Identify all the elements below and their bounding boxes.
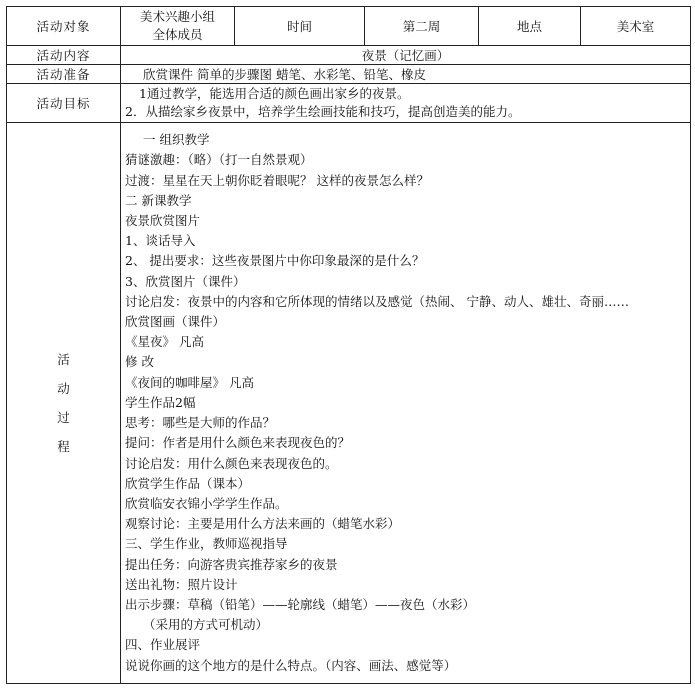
process-line: 欣赏临安衣锦小学学生作品。: [125, 495, 288, 511]
object-value-line1: 美术兴趣小组: [139, 9, 215, 24]
process-line: 一 组织教学: [143, 132, 210, 148]
process-line: 3、欣赏图片（课件）: [125, 273, 246, 289]
process-line: 2、 提出要求：这些夜景图片中你印象最深的是什么？: [125, 253, 425, 269]
process-line: 欣赏学生作品（课本）: [125, 475, 251, 491]
process-line: 思考：哪些是大师的作品？: [125, 415, 276, 431]
process-line: 出示步骤：草稿（铅笔）——轮廓线（蜡笔）——夜色（水彩）: [125, 596, 476, 612]
content-value: 夜景（记忆画）: [121, 46, 691, 65]
process-line: 《星夜》 凡高: [125, 334, 204, 350]
process-line: （采用的方式可机动）: [143, 617, 269, 633]
process-line: 送出礼物：照片设计: [125, 576, 238, 592]
process-line: 四、作业展评: [125, 637, 201, 653]
preparation-row: [7, 65, 691, 84]
process-line: 欣赏图画（课件）: [125, 314, 226, 330]
process-line: 《夜间的咖啡屋》 凡高: [125, 374, 254, 390]
goals-row: [7, 84, 691, 123]
place-label: 地点: [479, 7, 581, 46]
process-line: 讨论启发：用什么颜色来表现夜色的。: [125, 455, 338, 471]
process-line: 1、谈话导入: [125, 233, 196, 249]
process-label-char: 动: [57, 381, 70, 396]
process-line: 提问：作者是用什么颜色来表现夜色的？: [125, 435, 351, 451]
process-label-char: 程: [57, 439, 70, 454]
process-label: [7, 123, 121, 684]
process-line: 猜谜激趣：（略）（打一自然景观）: [125, 152, 313, 168]
lesson-plan-table: [6, 6, 691, 684]
content-label: 活动内容: [7, 46, 121, 65]
time-value: 第二周: [365, 7, 479, 46]
content-row: [7, 46, 691, 65]
object-value-line2: 全体成员: [152, 27, 203, 42]
object-label: 活动对象: [7, 7, 121, 46]
process-line: 学生作品2幅: [125, 394, 196, 410]
process-row: [7, 123, 691, 684]
process-line: 讨论启发：夜景中的内容和它所体现的情绪以及感觉（热闹、 宁静、动人、雄壮、奇丽……: [125, 293, 629, 309]
process-label-char: 过: [57, 410, 70, 425]
goals-value: [121, 84, 691, 123]
process-label-char: 活: [57, 352, 70, 367]
preparation-label: 活动准备: [7, 65, 121, 84]
process-line: 夜景欣赏图片: [125, 213, 201, 229]
object-value: [121, 7, 235, 46]
goal-line-1: 1通过教学，能选用合适的颜色画出家乡的夜景。: [139, 86, 410, 101]
place-value: 美术室: [581, 7, 691, 46]
process-line: 三、学生作业，教师巡视指导: [125, 536, 288, 552]
process-content: [121, 123, 691, 684]
header-row: [7, 7, 691, 46]
process-line: 提出任务：向游客贵宾推荐家乡的夜景: [125, 556, 338, 572]
goals-label: 活动目标: [7, 84, 121, 123]
process-line: 修 改: [125, 354, 154, 370]
process-line: 二 新课教学: [125, 192, 192, 208]
time-label: 时间: [235, 7, 365, 46]
process-line: 说说你画的这个地方的是什么特点。（内容、画法、感觉等）: [125, 657, 457, 673]
process-line: 观察讨论：主要是用什么方法来画的（蜡笔水彩）: [125, 516, 401, 532]
goal-line-2: 2．从描绘家乡夜景中，培养学生绘画技能和技巧，提高创造美的能力。: [125, 104, 521, 119]
process-line: 过渡：星星在天上朝你眨着眼呢？ 这样的夜景怎么样？: [125, 172, 429, 188]
preparation-value: 欣赏课件 简单的步骤图 蜡笔、水彩笔、铅笔、橡皮: [121, 65, 691, 84]
